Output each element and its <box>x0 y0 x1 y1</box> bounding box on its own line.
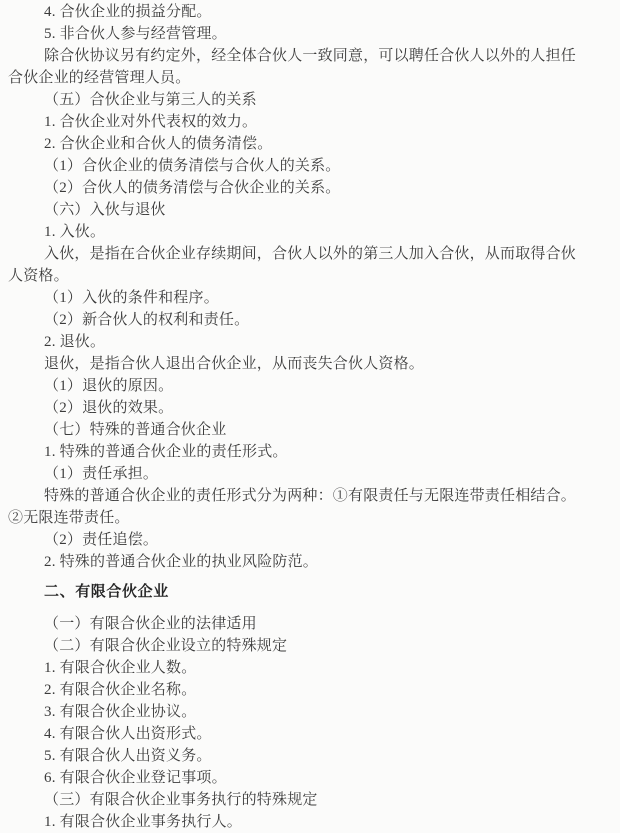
text-line: （1）退伙的原因。 <box>44 378 174 394</box>
text-line: （五）合伙企业与第三人的关系 <box>44 92 257 108</box>
text-line: （七）特殊的普通合伙企业 <box>44 422 227 438</box>
text-line: ②无限连带责任。 <box>8 510 130 526</box>
text-line: 合伙企业的经营管理人员。 <box>8 70 191 86</box>
text-line: （1）合伙企业的债务清偿与合伙人的关系。 <box>44 158 341 174</box>
text-line: 4. 合伙企业的损益分配。 <box>44 4 212 20</box>
text-line: 2. 特殊的普通合伙企业的执业风险防范。 <box>44 554 319 570</box>
text-line: （1）责任承担。 <box>44 466 159 482</box>
text-line: （1）入伙的条件和程序。 <box>44 290 219 306</box>
text-line: （一）有限合伙企业的法律适用 <box>44 616 257 632</box>
text-line: 5. 非合伙人参与经营管理。 <box>44 26 227 42</box>
text-line: （2）新合伙人的权利和责任。 <box>44 312 250 328</box>
text-line: 1. 特殊的普通合伙企业的责任形式。 <box>44 444 288 460</box>
text-line: 1. 有限合伙企业人数。 <box>44 660 197 676</box>
text-line: 5. 有限合伙人出资义务。 <box>44 748 212 764</box>
text-line: 2. 有限合伙企业名称。 <box>44 682 197 698</box>
text-line: 1. 合伙企业对外代表权的效力。 <box>44 114 258 130</box>
text-line: （2）责任追偿。 <box>44 532 159 548</box>
text-line: 除合伙协议另有约定外，经全体合伙人一致同意，可以聘任合伙人以外的人担任 <box>44 48 577 64</box>
text-line: 1. 有限合伙企业事务执行人。 <box>44 814 243 830</box>
text-line: 6. 有限合伙企业登记事项。 <box>44 770 227 786</box>
text-line: 人资格。 <box>8 268 69 284</box>
text-line: 4. 有限合伙人出资形式。 <box>44 726 212 742</box>
document-body <box>8 1 600 833</box>
text-line: 2. 退伙。 <box>44 334 106 350</box>
text-line: 2. 合伙企业和合伙人的债务清偿。 <box>44 136 273 152</box>
text-line: 1. 入伙。 <box>44 224 106 240</box>
text-line: （六）入伙与退伙 <box>44 202 166 218</box>
text-line: 特殊的普通合伙企业的责任形式分为两种：①有限责任与无限连带责任相结合。 <box>44 488 577 504</box>
text-line: 入伙，是指在合伙企业存续期间，合伙人以外的第三人加入合伙，从而取得合伙 <box>44 246 577 262</box>
text-line: （2）退伙的效果。 <box>44 400 174 416</box>
text-line: （二）有限合伙企业设立的特殊规定 <box>44 638 288 654</box>
text-line: （2）合伙人的债务清偿与合伙企业的关系。 <box>44 180 341 196</box>
section-heading: 二、有限合伙企业 <box>44 583 169 600</box>
text-line: 退伙，是指合伙人退出合伙企业，从而丧失合伙人资格。 <box>44 356 425 372</box>
text-line: （三）有限合伙企业事务执行的特殊规定 <box>44 792 318 808</box>
text-line: 3. 有限合伙企业协议。 <box>44 704 197 720</box>
